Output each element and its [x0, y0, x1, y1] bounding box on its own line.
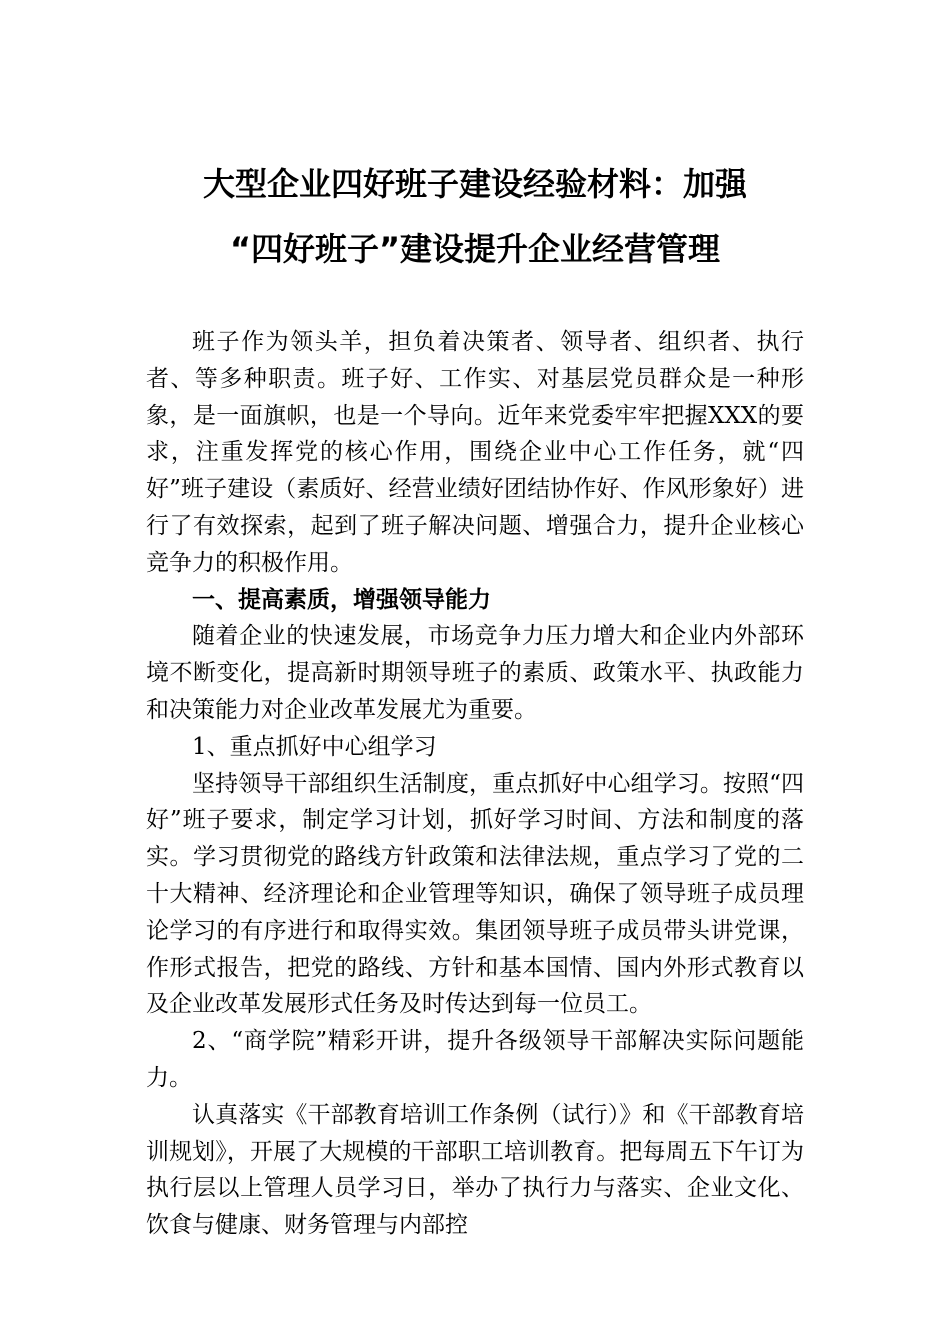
document-body	[146, 324, 804, 1244]
subsection-2-paragraph: 认真落实《干部教育培训工作条例（试行）》和《干部教育培训规划》，开展了大规模的干部职工培训教育。把每周五下午订为执行层以上管理人员学习日，举办了执行力与落实、企业文化、饮食与健康、财务管理与内部控	[146, 1101, 804, 1239]
intro-paragraph: 班子作为领头羊，担负着决策者、领导者、组织者、执行者、等多种职责。班子好、工作实、对基层党员群众是一种形象，是一面旗帜，也是一个导向。近年来党委牢牢把握XXX的要求，注重发挥党的核心作用，围绕企业中心工作任务，就“四好”班子建设（素质好、经营业绩好团结协作好、作风形象好）进行了有效探索，起到了班子解决问题、增强合力，提升企业核心竞争力的积极作用。	[146, 329, 804, 576]
subsection-heading-1: 1、重点抓好中心组学习	[192, 733, 437, 760]
document-title-line-2: “四好班子”建设提升企业经营管理	[229, 230, 721, 268]
subsection-1-paragraph: 坚持领导干部组织生活制度，重点抓好中心组学习。按照“四好”班子要求，制定学习计划，抓好学习时间、方法和制度的落实。学习贯彻党的路线方针政策和法律法规，重点学习了党的二十大精神、经济理论和企业管理等知识，确保了领导班子成员理论学习的有序进行和取得实效。集团领导班子成员带头讲党课，作形式报告，把党的路线、方针和基本国情、国内外形式教育以及企业改革发展形式任务及时传达到每一位员工。	[146, 770, 804, 1018]
subsection-heading-2: 2、“商学院”精彩开讲，提升各级领导干部解决实际问题能力。	[146, 1028, 804, 1091]
section-heading-1: 一、提高素质，增强领导能力	[192, 586, 491, 613]
section-1-paragraph: 随着企业的快速发展，市场竞争力压力增大和企业内外部环境不断变化，提高新时期领导班子的素质、政策水平、执政能力和决策能力对企业改革发展尤为重要。	[146, 623, 804, 723]
document-title-line-1: 大型企业四好班子建设经验材料：加强	[202, 165, 747, 203]
